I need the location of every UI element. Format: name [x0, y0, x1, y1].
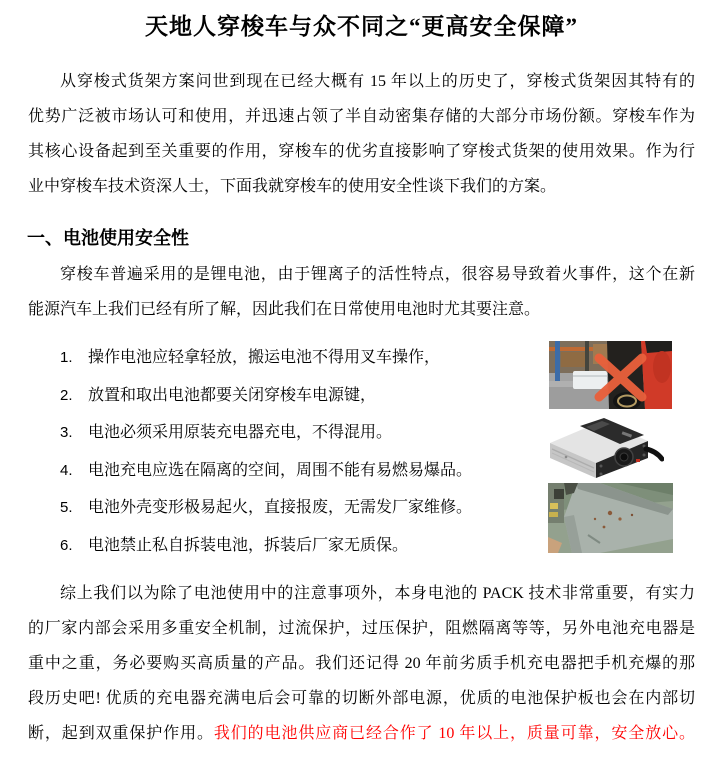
list-item-text: 电池禁止私自拆装电池，拆装后厂家无质保。: [88, 536, 409, 554]
list-item: [28, 452, 528, 490]
list-item-text: 操作电池应轻拿轻放，搬运电池不得用叉车操作，: [88, 349, 441, 366]
battery-intro-paragraph: [28, 257, 695, 327]
battery-charger-photo: [536, 415, 664, 482]
forklift-x-photo: [549, 341, 672, 409]
list-item: [28, 527, 528, 565]
section-heading-battery-safety: 一、电池使用安全性: [27, 228, 189, 248]
text-line: 业中穿梭车技术资深人士，下面我就穿梭车的使用安全性谈下我们的方案。: [28, 178, 557, 195]
text-line: 优势广泛被市场认可和使用，并迅速占领了半自动密集存储的大部分市场份额。穿梭车作为: [28, 108, 695, 125]
list-item-text: 电池充电应选在隔离的空间，周围不能有易燃易爆品。: [88, 461, 473, 479]
text-line: 从穿梭式货架方案问世到现在已经大概有 15 年以上的历史了，穿梭式货架因其特有的: [60, 73, 695, 90]
text-line: 穿梭车普遍采用的是锂电池，由于锂离子的活性特点，很容易导致着火事件，这个在新: [60, 266, 695, 283]
list-item-number: 6.: [60, 536, 73, 554]
list-item-number: 3.: [60, 424, 73, 442]
text-line: 段历史吧! 优质的充电器充满电后会可靠的切断外部电源，优质的电池保护板也会在内部切: [28, 690, 695, 707]
intro-paragraph: [28, 64, 695, 204]
list-item-number: 2.: [60, 386, 73, 404]
text-line: 的厂家内部会采用多重安全机制，过流保护，过压保护，阻燃隔离等等，另外电池充电器是: [28, 620, 695, 637]
conclusion-paragraph: [28, 576, 695, 751]
conclusion-black-text: 断，起到双重保护作用。: [28, 725, 214, 742]
list-item: [28, 377, 528, 415]
text-line: 综上我们以为除了电池使用中的注意事项外，本身电池的 PACK 技术非常重要，有实力: [60, 585, 695, 602]
list-item-text: 电池外壳变形极易起火，直接报废，无需发厂家维修。: [88, 499, 473, 517]
text-line: [28, 716, 695, 751]
list-item-number: 1.: [60, 349, 73, 366]
emphasis-red-text: 我们的电池供应商已经合作了 10 年以上，质量可靠，安全放心。: [213, 725, 695, 742]
list-item: [28, 489, 528, 527]
list-item: [28, 339, 528, 377]
list-item-text: 放置和取出电池都要关闭穿梭车电源键，: [88, 386, 377, 404]
list-item-number: 5.: [60, 499, 73, 517]
text-line: 重中之重，务必要购买高质量的产品。我们还记得 20 年前劣质手机充电器把手机充爆的那: [28, 655, 695, 672]
text-line: 能源汽车上我们已经有所了解，因此我们在日常使用电池时尤其要注意。: [28, 301, 541, 318]
list-item-text: 电池必须采用原装充电器充电，不得混用。: [88, 424, 393, 442]
text-line: 其核心设备起到至关重要的作用，穿梭车的优劣直接影响了穿梭式货架的使用效果。作为行: [28, 143, 695, 160]
battery-rules-list: [28, 339, 528, 565]
document-title: 天地人穿梭车与众不同之“更高安全保障”: [145, 14, 578, 39]
deformed-battery-case-photo: [548, 483, 673, 553]
list-item-number: 4.: [60, 461, 73, 479]
list-item: [28, 414, 528, 452]
